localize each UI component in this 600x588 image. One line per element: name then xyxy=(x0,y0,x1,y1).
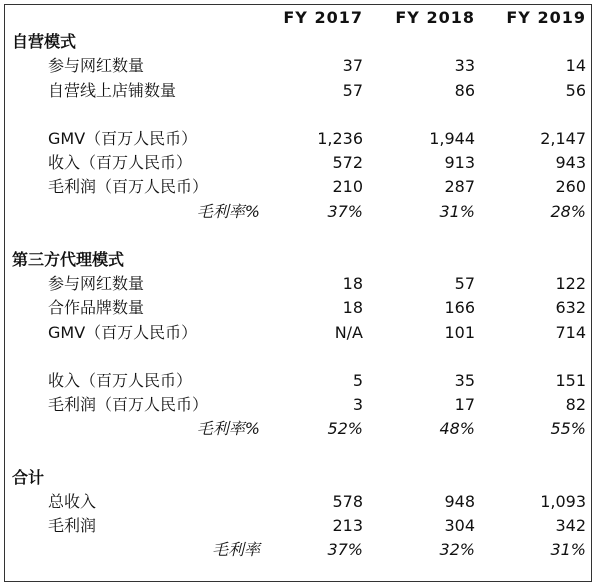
row-label: GMV（百万人民币） xyxy=(48,129,198,148)
table-row xyxy=(10,321,588,345)
margin-row xyxy=(10,538,588,562)
cell-2018: 166 xyxy=(444,298,475,318)
cell-2019: 1,093 xyxy=(540,492,586,511)
header-fy2019: FY 2019 xyxy=(506,8,586,27)
cell-2017: 18 xyxy=(342,274,363,294)
table-row xyxy=(10,296,588,320)
cell-2018: 33 xyxy=(454,56,475,76)
margin-row xyxy=(10,200,588,224)
cell-2017: 52% xyxy=(327,419,363,439)
row-label: 毛利润 xyxy=(48,516,97,536)
table-row xyxy=(10,175,588,199)
cell-2018: 48% xyxy=(439,419,475,439)
cell-2019: 55% xyxy=(550,419,586,439)
cell-2019: 2,147 xyxy=(540,129,586,148)
cell-2019: 632 xyxy=(555,298,586,318)
header-row xyxy=(10,6,588,30)
header-blank xyxy=(10,6,260,30)
row-label: 参与网红数量 xyxy=(48,274,145,294)
cell-2017: 5 xyxy=(352,371,363,390)
cell-2019: 82 xyxy=(565,395,586,415)
table-row xyxy=(10,79,588,103)
table-row xyxy=(10,490,588,514)
cell-2018: 17 xyxy=(454,395,475,415)
table-row xyxy=(10,272,588,296)
financial-table xyxy=(10,6,588,563)
cell-2018: 86 xyxy=(454,80,475,100)
table-row xyxy=(10,151,588,175)
cell-2017: 37 xyxy=(342,56,363,76)
row-label: 毛利润（百万人民币） xyxy=(48,177,209,197)
cell-2018: 101 xyxy=(444,322,475,342)
section-title-row xyxy=(10,30,588,54)
spacer-row xyxy=(10,224,588,248)
cell-2017: 57 xyxy=(342,80,363,100)
margin-row xyxy=(10,417,588,441)
cell-2018: 32% xyxy=(439,540,475,560)
cell-2017: 37% xyxy=(327,540,363,560)
cell-2017: 18 xyxy=(342,298,363,318)
section-title-row xyxy=(10,466,588,490)
cell-2019: 14 xyxy=(565,56,586,76)
cell-2017: 1,236 xyxy=(317,129,363,148)
row-label: 总收入 xyxy=(48,492,97,511)
cell-2018: 948 xyxy=(444,492,475,511)
cell-2017: 37% xyxy=(327,201,363,221)
cell-2017: 572 xyxy=(332,153,363,173)
cell-2018: 35 xyxy=(454,371,475,390)
row-label: 毛利率 xyxy=(211,540,260,560)
row-label: 收入（百万人民币） xyxy=(48,371,193,390)
cell-2019: 260 xyxy=(555,177,586,197)
header-fy2017: FY 2017 xyxy=(283,8,363,27)
cell-2018: 57 xyxy=(454,274,475,294)
row-label: 收入（百万人民币） xyxy=(48,153,193,173)
cell-2017: 210 xyxy=(332,177,363,197)
cell-2018: 31% xyxy=(439,201,475,221)
cell-2019: 122 xyxy=(555,274,586,294)
spacer-row xyxy=(10,345,588,369)
row-label: 毛利率% xyxy=(196,201,260,221)
cell-2017: 3 xyxy=(352,395,363,415)
row-label: 参与网红数量 xyxy=(48,56,145,76)
cell-2018: 1,944 xyxy=(429,129,475,148)
section-title: 合计 xyxy=(12,467,45,487)
table-row xyxy=(10,369,588,393)
section-title: 第三方代理模式 xyxy=(12,250,125,269)
row-label: GMV（百万人民币） xyxy=(48,322,198,342)
section-title: 自营模式 xyxy=(12,32,77,52)
cell-2019: 943 xyxy=(555,153,586,173)
row-label: 毛利率% xyxy=(196,419,260,439)
cell-2017: N/A xyxy=(334,322,363,342)
cell-2018: 287 xyxy=(444,177,475,197)
cell-2019: 31% xyxy=(550,540,586,560)
cell-2019: 342 xyxy=(555,516,586,536)
row-label: 自营线上店铺数量 xyxy=(48,80,177,100)
cell-2019: 714 xyxy=(555,322,586,342)
table-row xyxy=(10,54,588,78)
cell-2019: 151 xyxy=(555,371,586,390)
section-title-row xyxy=(10,248,588,272)
table-row xyxy=(10,393,588,417)
spacer-row xyxy=(10,442,588,466)
row-label: 合作品牌数量 xyxy=(48,298,145,318)
cell-2019: 28% xyxy=(550,201,586,221)
row-label: 毛利润（百万人民币） xyxy=(48,395,209,415)
table-row xyxy=(10,127,588,151)
table-row xyxy=(10,514,588,538)
spacer-row xyxy=(10,103,588,127)
cell-2018: 304 xyxy=(444,516,475,536)
cell-2017: 213 xyxy=(332,516,363,536)
cell-2019: 56 xyxy=(565,80,586,100)
cell-2017: 578 xyxy=(332,492,363,511)
header-fy2018: FY 2018 xyxy=(395,8,475,27)
cell-2018: 913 xyxy=(444,153,475,173)
